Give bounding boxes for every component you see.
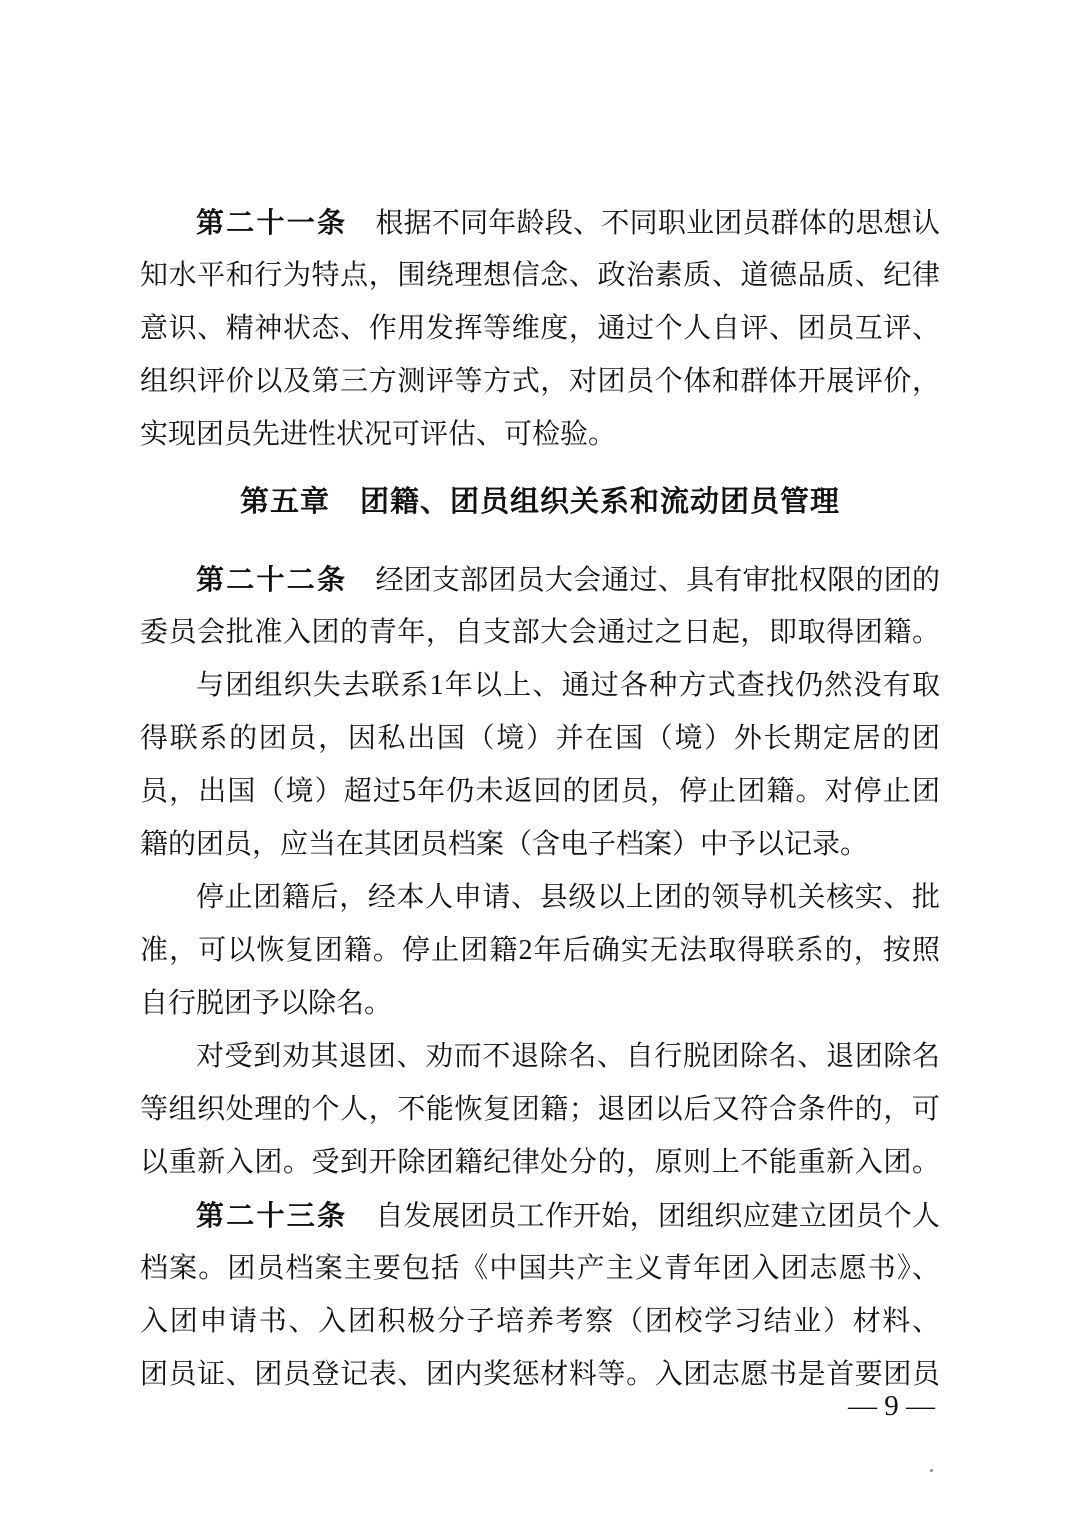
document-body	[140, 196, 940, 1401]
article-number: 第二十三条	[196, 1199, 348, 1232]
line-text: 以重新入团。受到开除团籍纪律处分的，原则上不能重新入团。	[140, 1147, 940, 1178]
text-line	[140, 196, 940, 249]
line-text: 与团组织失去联系1年以上、通过各种方式查找仍然没有取	[196, 670, 940, 701]
text-line	[140, 818, 940, 871]
line-text: 知水平和行为特点，围绕理想信念、政治素质、道德品质、纪律	[140, 260, 940, 291]
line-text: 对受到劝其退团、劝而不退除名、自行脱团除名、退团除名	[196, 1041, 940, 1072]
line-text: 经团支部团员大会通过、具有审批权限的团的	[347, 565, 940, 596]
text-line	[140, 1189, 940, 1242]
line-text: 停止团籍后，经本人申请、县级以上团的领导机关核实、批	[196, 882, 940, 913]
chapter-heading	[140, 475, 940, 528]
text-line	[140, 355, 940, 408]
text-line	[140, 1242, 940, 1295]
text-line	[140, 408, 940, 461]
text-line	[140, 1295, 940, 1348]
line-text: 实现团员先进性状况可评估、可检验。	[140, 419, 617, 450]
line-text: 籍的团员，应当在其团员档案（含电子档案）中予以记录。	[140, 829, 869, 860]
text-line	[140, 977, 940, 1030]
text-line	[140, 302, 940, 355]
text-line	[140, 249, 940, 302]
chapter-title: 团籍、团员组织关系和流动团员管理	[330, 484, 841, 518]
line-text: 员，出国（境）超过5年仍未返回的团员，停止团籍。对停止团	[140, 776, 940, 807]
line-text: 自发展团员工作开始，团组织应建立团员个人	[347, 1201, 940, 1232]
line-text: 委员会批准入团的青年，自支部大会通过之日起，即取得团籍。	[140, 617, 940, 648]
line-text: 准，可以恢复团籍。停止团籍2年后确实无法取得联系的，按照	[140, 935, 940, 966]
text-line	[140, 553, 940, 606]
line-text: 入团申请书、入团积极分子培养考察（团校学习结业）材料、	[140, 1306, 940, 1337]
line-text: 自行脱团予以除名。	[140, 988, 393, 1019]
text-line	[140, 924, 940, 977]
text-line	[140, 871, 940, 924]
text-line	[140, 712, 940, 765]
line-text: 得联系的团员，因私出国（境）并在国（境）外长期定居的团	[140, 723, 940, 754]
line-text: 根据不同年龄段、不同职业团员群体的思想认	[347, 208, 940, 239]
text-line	[140, 659, 940, 712]
line-text: 意识、精神状态、作用发挥等维度，通过个人自评、团员互评、	[140, 313, 940, 344]
text-line	[140, 765, 940, 818]
line-text: 等组织处理的个人，不能恢复团籍；退团以后又符合条件的，可	[140, 1094, 940, 1125]
scan-speck	[930, 1469, 933, 1472]
line-text: 档案。团员档案主要包括《中国共产主义青年团入团志愿书》、	[140, 1253, 940, 1284]
page-number: — 9 —	[848, 1390, 935, 1422]
chapter-number: 第五章	[239, 484, 330, 518]
line-text: 团员证、团员登记表、团内奖惩材料等。入团志愿书是首要团员	[140, 1359, 940, 1390]
text-line	[140, 1083, 940, 1136]
article-number: 第二十一条	[196, 206, 348, 239]
line-text: 组织评价以及第三方测评等方式，对团员个体和群体开展评价，	[140, 366, 940, 397]
text-line	[140, 1030, 940, 1083]
article-number: 第二十二条	[196, 563, 348, 596]
text-line	[140, 606, 940, 659]
text-line	[140, 1136, 940, 1189]
text-line	[140, 1348, 940, 1401]
